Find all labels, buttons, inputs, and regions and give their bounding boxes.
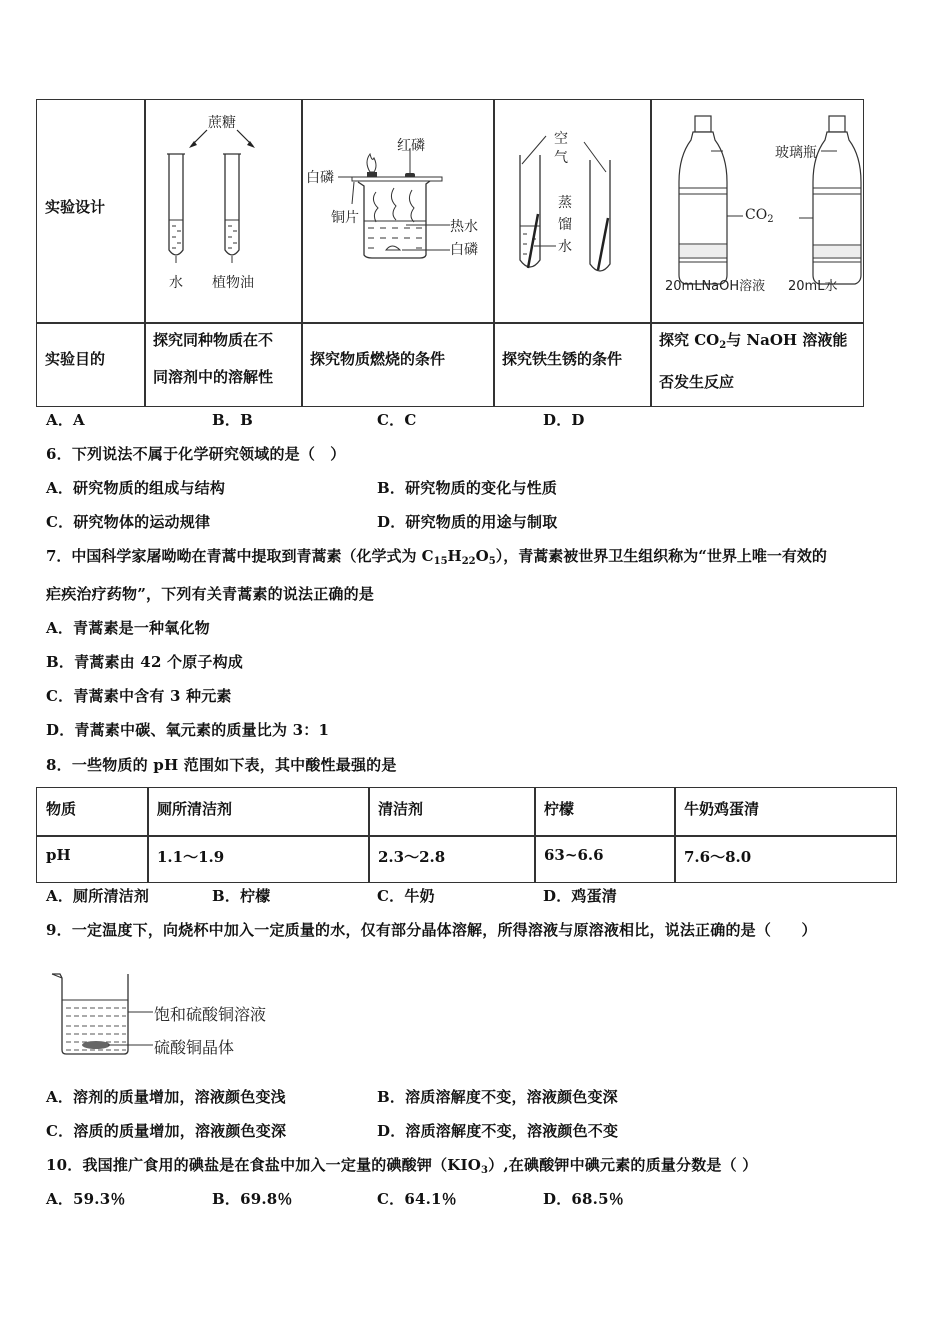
- ph-header-cell: 厕所清洁剂: [157, 800, 233, 818]
- label-water-20ml: 20mL水: [788, 279, 838, 294]
- label-vegetable-oil: 植物油: [212, 275, 254, 291]
- label-air-2: 气: [554, 150, 568, 166]
- q10-stem: 10．我国推广食用的碘盐是在食盐中加入一定量的碘酸钾$(KIO_3)$,在碘酸钾中碘元素的质量分数是（ ）: [46, 1156, 758, 1176]
- label-red-phosphorus: 红磷: [397, 138, 425, 154]
- label-naoh-solution: 20mLNaOH溶液: [665, 279, 766, 294]
- label-water: 水: [169, 275, 183, 291]
- label-white-phosphorus-bottom: 白磷: [450, 242, 478, 258]
- q9-beaker-diagram: [50, 970, 290, 1060]
- q7-option-b[interactable]: B．青蒿素由 42 个原子构成: [46, 653, 243, 671]
- table-divider: [37, 835, 896, 837]
- purpose-cell-c: 探究铁生锈的条件: [502, 350, 623, 368]
- q7-stem-line2: 疟疾治疗药物”，下列有关青蒿素的说法正确的是: [46, 585, 375, 603]
- q8-option-c[interactable]: C．牛奶: [377, 887, 435, 905]
- q5-option-a[interactable]: A．A: [46, 411, 85, 429]
- experiment-table: [36, 99, 864, 407]
- iron-nail-tubes-icon: [494, 100, 650, 322]
- diagram-rust: [494, 100, 650, 322]
- q8-option-b[interactable]: B．柠檬: [212, 887, 271, 905]
- q8-stem: 8．一些物质的 pH 范围如下表，其中酸性最强的是: [46, 756, 397, 774]
- purpose-cell-a: 探究同种物质在不 同溶剂中的溶解性: [153, 331, 274, 386]
- q6-option-a[interactable]: A．研究物质的组成与结构: [46, 479, 226, 497]
- label-distilled-1: 蒸: [558, 195, 572, 211]
- q10-option-c[interactable]: C．64.1％: [377, 1190, 457, 1208]
- q6-stem: 6．下列说法不属于化学研究领域的是（ ）: [46, 445, 346, 463]
- q10-option-a[interactable]: A．59.3％: [46, 1190, 126, 1208]
- q5-option-b[interactable]: B．B: [212, 411, 253, 429]
- q7-option-a[interactable]: A．青蒿素是一种氧化物: [46, 619, 210, 637]
- label-sucrose: 蔗糖: [208, 115, 236, 131]
- q9-option-a[interactable]: A．溶剂的质量增加，溶液颜色变浅: [46, 1088, 286, 1106]
- label-co2: $CO_2$: [745, 207, 774, 225]
- ph-value-cell: pH: [46, 846, 71, 864]
- label-copper-sheet: 铜片: [331, 210, 359, 226]
- diagram-solubility: [145, 100, 301, 322]
- row-label-design: 实验设计: [45, 198, 106, 216]
- q7-option-c[interactable]: C．青蒿素中含有 3 种元素: [46, 687, 232, 705]
- q6-option-c[interactable]: C．研究物体的运动规律: [46, 513, 211, 531]
- q7-option-d[interactable]: D．青蒿素中碳、氧元素的质量比为 3：1: [46, 721, 330, 739]
- label-distilled-2: 馏: [558, 217, 572, 233]
- ph-value-cell: 2.3～2.8: [378, 848, 446, 866]
- q10-option-d[interactable]: D．68.5％: [543, 1190, 624, 1208]
- purpose-cell-d: 探究 $CO_2$与 NaOH 溶液能 否发生反应: [659, 331, 848, 391]
- q7-stem-line1: 7．中国科学家屠呦呦在青蒿中提取到青蒿素（化学式为 $C_{15}H_{22}O_5$），青蒿素被世界卫生组织称为“世界上唯一有效的: [46, 547, 827, 567]
- row-label-purpose: 实验目的: [45, 350, 106, 368]
- purpose-cell-b: 探究物质燃烧的条件: [310, 350, 446, 368]
- label-bottle: 玻璃瓶: [775, 145, 817, 161]
- label-saturated-solution: 饱和硫酸铜溶液: [154, 1005, 267, 1024]
- ph-value-cell: 63~6.6: [544, 846, 604, 864]
- q5-option-c[interactable]: C．C: [377, 411, 417, 429]
- q9-option-c[interactable]: C．溶质的质量增加，溶液颜色变深: [46, 1122, 287, 1140]
- label-white-phosphorus-top: 白磷: [306, 170, 334, 186]
- q5-option-d[interactable]: D．D: [543, 411, 585, 429]
- ph-header-cell: 牛奶鸡蛋清: [684, 800, 760, 818]
- ph-value-cell: 1.1～1.9: [157, 848, 225, 866]
- q9-option-b[interactable]: B．溶质溶解度不变，溶液颜色变深: [377, 1088, 618, 1106]
- label-hot-water: 热水: [450, 219, 478, 235]
- q9-option-d[interactable]: D．溶质溶解度不变，溶液颜色不变: [377, 1122, 619, 1140]
- q6-option-b[interactable]: B．研究物质的变化与性质: [377, 479, 558, 497]
- q10-option-b[interactable]: B．69.8％: [212, 1190, 293, 1208]
- ph-value-cell: 7.6～8.0: [684, 848, 752, 866]
- q6-option-d[interactable]: D．研究物质的用途与制取: [377, 513, 558, 531]
- label-air-1: 空: [554, 131, 568, 147]
- q9-stem: 9．一定温度下，向烧杯中加入一定质量的水，仅有部分晶体溶解，所得溶液与原溶液相比，说法正确的是（ ）: [46, 921, 817, 939]
- ph-header-cell: 柠檬: [544, 800, 575, 818]
- label-distilled-3: 水: [558, 239, 572, 255]
- ph-table: [36, 787, 897, 883]
- q8-option-d[interactable]: D．鸡蛋清: [543, 887, 618, 905]
- q8-option-a[interactable]: A．厕所清洁剂: [46, 887, 150, 905]
- ph-header-cell: 清洁剂: [378, 800, 424, 818]
- diagram-combustion: [302, 100, 493, 322]
- ph-header-cell: 物质: [46, 800, 77, 818]
- label-crystal: 硫酸铜晶体: [154, 1038, 235, 1057]
- diagram-co2: [651, 100, 865, 322]
